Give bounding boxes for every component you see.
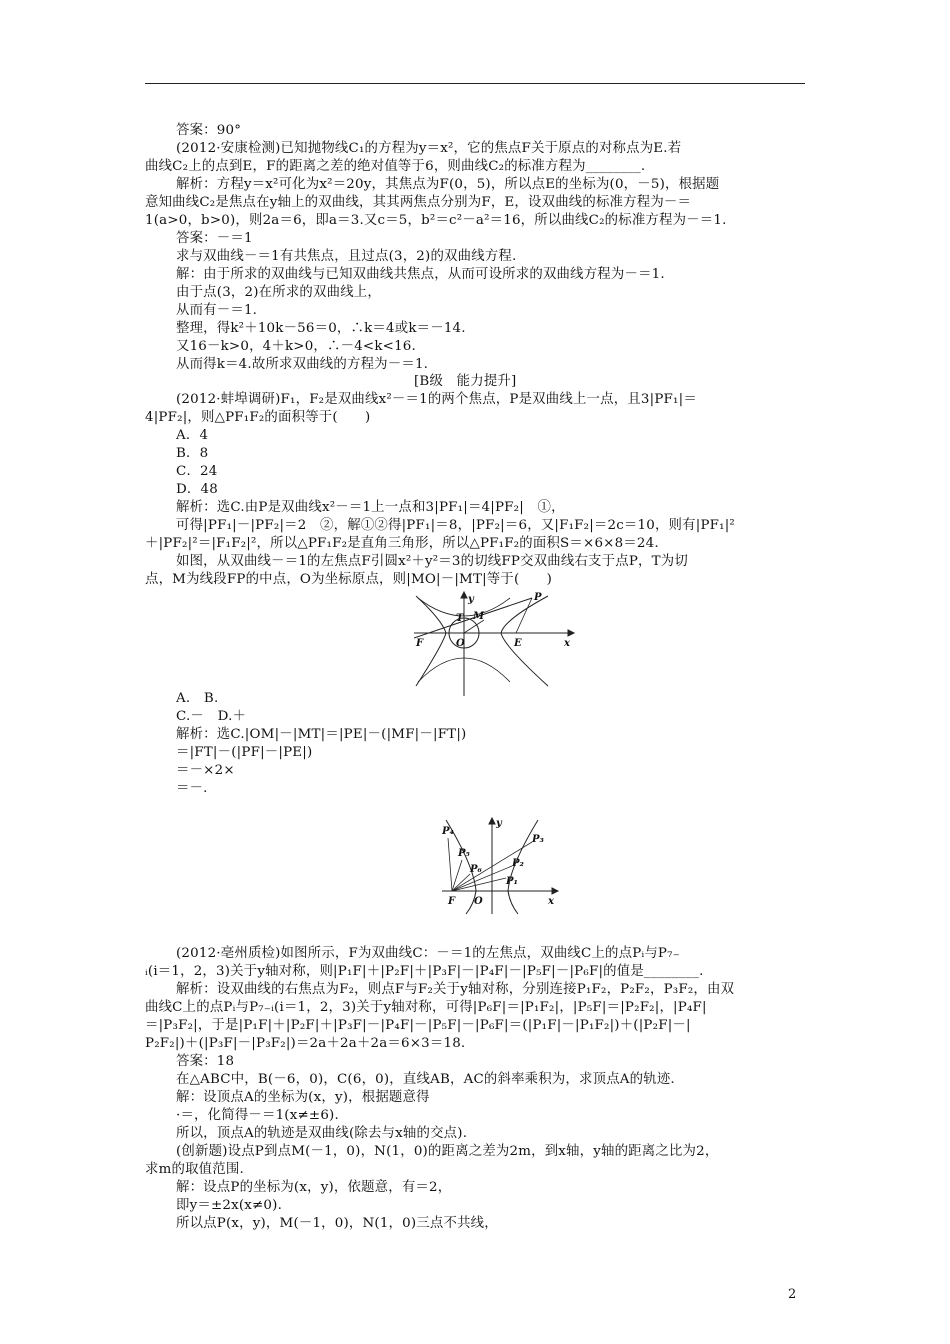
option-line: A. B. [176,691,219,706]
text-line: 曲线C₂上的点到E，F的距离之差的绝对值等于6，则曲线C₂的标准方程为________. [145,159,646,174]
text-line: 从而得k＝4.故所求双曲线的方程为－＝1. [176,357,429,372]
text-line: 答案：90° [176,123,242,138]
text-line: (2012·蚌埠调研)F₁，F₂是双曲线x²－＝1的两个焦点，P是双曲线上一点，且3|PF₁|＝ [176,392,697,407]
label-y: y [496,818,502,829]
text-line: ·＝，化简得－＝1(x≠±6). [176,1108,339,1123]
text-line: 从而有－＝1. [176,303,258,318]
section-heading: [B级 能力提升] [414,374,517,389]
label-y: y [468,594,474,605]
text-line: 可得|PF₁|－|PF₂|＝2 ②，解①②得|PF₁|＝8，|PF₂|＝6，又|F₁F₂|＝2c＝10，则有|PF₁|² [176,518,735,533]
label-P2: P₂ [512,858,524,869]
text-line: 解析：设双曲线的右焦点为F₂，则点F与F₂关于y轴对称，分别连接P₁F₂，P₂F₂，P₃F₂，由双 [176,982,735,997]
text-line: 所以点P(x，y)，M(－1，0)，N(1，0)三点不共线， [176,1216,498,1231]
text-line: 如图，从双曲线－＝1的左焦点F引圆x²＋y²＝3的切线FP交双曲线右支于点P，T为切 [176,554,688,569]
label-P5: P₅ [458,848,470,859]
header-rule [145,83,805,84]
label-x: x [548,896,554,907]
option-line: C.－ D.＋ [176,709,247,724]
label-P3: P₃ [532,834,544,845]
text-line: ＝－×2× [176,763,235,778]
text-line: 整理，得k²＋10k－56＝0，∴k＝4或k＝－14. [176,321,466,336]
label-P4: P₄ [442,826,454,837]
text-line: 即y＝±2x(x≠0). [176,1198,283,1213]
label-F: F [416,638,424,649]
label-x: x [564,638,570,649]
segment-FP4 [448,838,452,891]
label-M: M [473,611,485,622]
text-line: 点，M为线段FP的中点，O为坐标原点，则|MO|－|MT|等于( ) [145,572,553,587]
text-line: 解析：选C.|OM|－|MT|＝|PE|－(|MF|－|FT|) [176,727,467,742]
option-line: B．8 [176,446,209,461]
text-line: 曲线C上的点Pᵢ与P₇₋ᵢ(i＝1，2，3)关于y轴对称，可得|P₆F|＝|P₁F₂|，|P₅F|＝|P₂F₂|，|P₄F| [145,1000,707,1015]
hyperbola-circle-figure [408,590,578,700]
text-line: 解：设顶点A的坐标为(x，y)，根据题意得 [176,1090,430,1105]
text-line: 意知曲线C₂是焦点在y轴上的双曲线，其其两焦点分别为F，E，设双曲线的标准方程为－＝ [145,195,692,210]
text-line: P₂F₂|)＋(|P₃F|－|P₃F₂|)＝2a＋2a＋2a＝6×3＝18. [145,1036,466,1051]
text-line: 由于点(3，2)在所求的双曲线上， [176,285,381,300]
label-E: E [514,638,522,649]
option-line: A．4 [176,428,209,443]
label-F: F [448,896,456,907]
label-T: T [456,613,464,624]
label-O: O [456,638,465,649]
text-line: (2012·安康检测)已知抛物线C₁的方程为y＝x²，它的焦点F关于原点的对称点为E.若 [176,141,682,156]
hyperbola-points-figure [440,816,560,916]
text-line: (创新题)设点P到点M(－1，0)，N(1，0)的距离之差为2m，到x轴，y轴的距离之比为2， [176,1144,719,1159]
option-line: D．48 [176,482,218,497]
text-line: 解析：选C.由P是双曲线x²－＝1上一点和3|PF₁|＝4|PF₂| ①， [176,500,565,515]
text-line: ＋|PF₂|²＝|F₁F₂|²，所以△PF₁F₂是直角三角形，所以△PF₁F₂的面积S＝×6×8＝24. [145,536,659,551]
text-line: 在△ABC中，B(－6，0)，C(6，0)，直线AB，AC的斜率乘积为，求顶点A的轨迹. [176,1072,675,1087]
text-line: ＝－. [176,781,208,796]
text-line: 4|PF₂|，则△PF₁F₂的面积等于( ) [145,410,371,425]
text-line: 求m的取值范围. [145,1162,244,1177]
text-line: ᵢ(i＝1，2，3)关于y轴对称，则|P₁F|＋|P₂F|＋|P₃F|－|P₄F|－|P₅F|－|P₆F|的值是________. [145,964,704,979]
option-line: C．24 [176,464,218,479]
text-line: 1(a>0，b>0)，则2a＝6，即a＝3.又c＝5，b²＝c²－a²＝16，所以曲线C₂的标准方程为－＝1. [145,213,727,228]
page-number: 2 [788,1287,797,1302]
text-line: 答案：18 [176,1054,235,1069]
text-line: ＝|P₃F₂|，于是|P₁F|＋|P₂F|＋|P₃F|－|P₄F|－|P₅F|－|P₆F|＝(|P₁F|－|P₁F₂|)＋(|P₂F|－| [145,1018,691,1033]
text-line: 答案：－＝1 [176,231,253,246]
text-line: 又16－k>0，4＋k>0，∴－4<k<16. [176,339,416,354]
text-line: 解析：方程y＝x²可化为x²＝20y，其焦点为F(0，5)，所以点E的坐标为(0，－5)，根据题 [176,177,720,192]
segment-PE [516,598,532,633]
text-line: 解：由于所求的双曲线与已知双曲线共焦点，从而可设所求的双曲线方程为－＝1. [176,267,665,282]
label-P6: P₆ [470,864,482,875]
label-O: O [474,896,483,907]
text-line: 解：设点P的坐标为(x，y)，依题意，有＝2， [176,1180,452,1195]
text-line: 所以，顶点A的轨迹是双曲线(除去与x轴的交点). [176,1126,468,1141]
label-P: P [534,592,542,603]
label-P1: P₁ [506,876,518,887]
right-branch [501,596,548,686]
text-line: (2012·亳州质检)如图所示，F为双曲线C：－＝1的左焦点，双曲线C上的点Pᵢ与P₇₋ [176,946,680,961]
text-line: ＝|FT|－(|PF|－|PE|) [176,745,313,760]
text-line: 求与双曲线－＝1有共焦点，且过点(3，2)的双曲线方程. [176,249,517,264]
